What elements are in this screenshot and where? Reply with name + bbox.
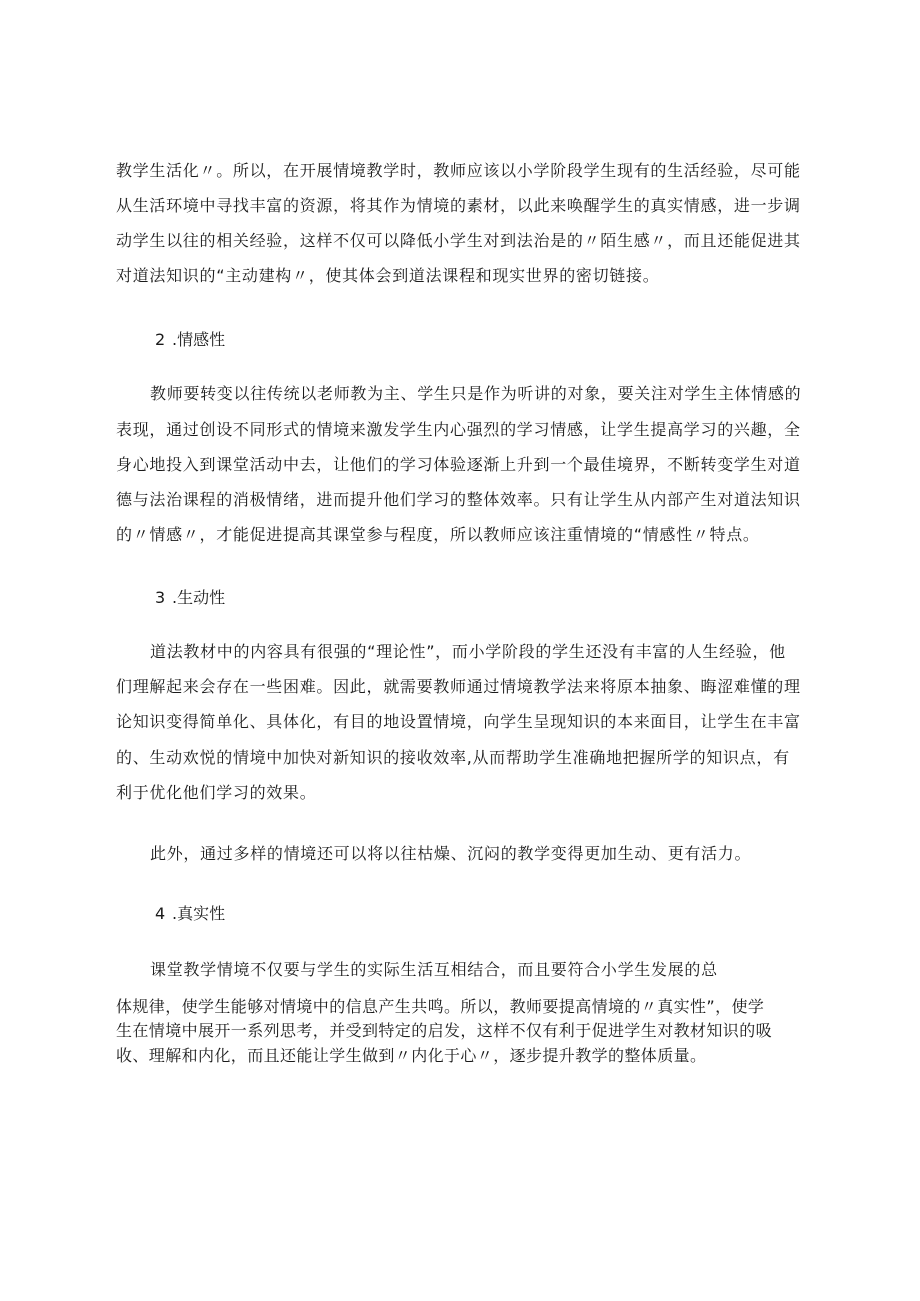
text-line: 体规律，使学生能够对情境中的信息产生共鸣。所以，教师要提高情境的〃真实性”，使学 xyxy=(116,997,765,1016)
text-line: 从生活环境中寻找丰富的资源，将其作为情境的素材，以此来唤醒学生的真实情感，进一步调 xyxy=(116,196,801,215)
section-heading-2 xyxy=(155,330,225,350)
text-line: 课堂教学情境不仅要与学生的实际生活互相结合，而且要符合小学生发展的总 xyxy=(150,960,718,979)
text-line: 论知识变得简单化、具体化，有目的地设置情境，向学生呈现知识的本来面目，让学生在丰富 xyxy=(116,712,801,731)
text-line: 道法教材中的内容具有很强的“理论性”，而小学阶段的学生还没有丰富的人生经验，他 xyxy=(150,642,786,661)
section-title: .真实性 xyxy=(172,904,226,923)
text-line: 对道法知识的“主动建构〃，使其体会到道法课程和现实世界的密切链接。 xyxy=(116,266,660,285)
text-line: 教学生活化〃。所以，在开展情境教学时，教师应该以小学阶段学生现有的生活经验，尽可能 xyxy=(116,161,801,180)
text-line: 表现，通过创设不同形式的情境来激发学生内心强烈的学习情感，让学生提高学习的兴趣，全 xyxy=(116,420,801,439)
text-line: 的、生动欢悦的情境中加快对新知识的接收效率,从而帮助学生准确地把握所学的知识点，有 xyxy=(116,748,790,767)
section-title: .生动性 xyxy=(172,588,226,607)
section-title: .情感性 xyxy=(172,330,226,349)
section-number: 2 xyxy=(155,330,166,349)
text-line: 收、理解和内化，而且还能让学生做到〃内化于心〃，逐步提升教学的整体质量。 xyxy=(116,1046,707,1065)
section-heading-4 xyxy=(155,904,225,924)
text-line: 的〃情感〃，才能促进提高其课堂参与程度，所以教师应该注重情境的“情感性〃特点。 xyxy=(116,525,760,544)
text-line: 动学生以往的相关经验，这样不仅可以降低小学生对到法治是的〃陌生感〃，而且还能促进其 xyxy=(116,231,801,250)
text-line: 德与法治课程的消极情绪，进而提升他们学习的整体效率。只有让学生从内部产生对道法知识 xyxy=(116,490,801,509)
text-line: 们理解起来会存在一些困难。因此，就需要教师通过情境教学法来将原本抽象、晦涩难懂的理 xyxy=(116,677,801,696)
text-line: 利于优化他们学习的效果。 xyxy=(116,783,317,802)
section-heading-3 xyxy=(155,588,225,608)
text-line: 生在情境中展开一系列思考，并受到特定的启发，这样不仅有利于促进学生对教材知识的吸 xyxy=(116,1021,773,1040)
text-line: 教师要转变以往传统以老师教为主、学生只是作为听讲的对象，要关注对学生主体情感的 xyxy=(150,384,802,403)
text-line: 身心地投入到课堂活动中去，让他们的学习体验逐渐上升到一个最佳境界，不断转变学生对道 xyxy=(116,455,801,474)
section-number: 4 xyxy=(155,904,166,923)
text-line: 此外，通过多样的情境还可以将以往枯燥、沉闷的教学变得更加生动、更有活力。 xyxy=(150,844,752,863)
section-number: 3 xyxy=(155,588,166,607)
